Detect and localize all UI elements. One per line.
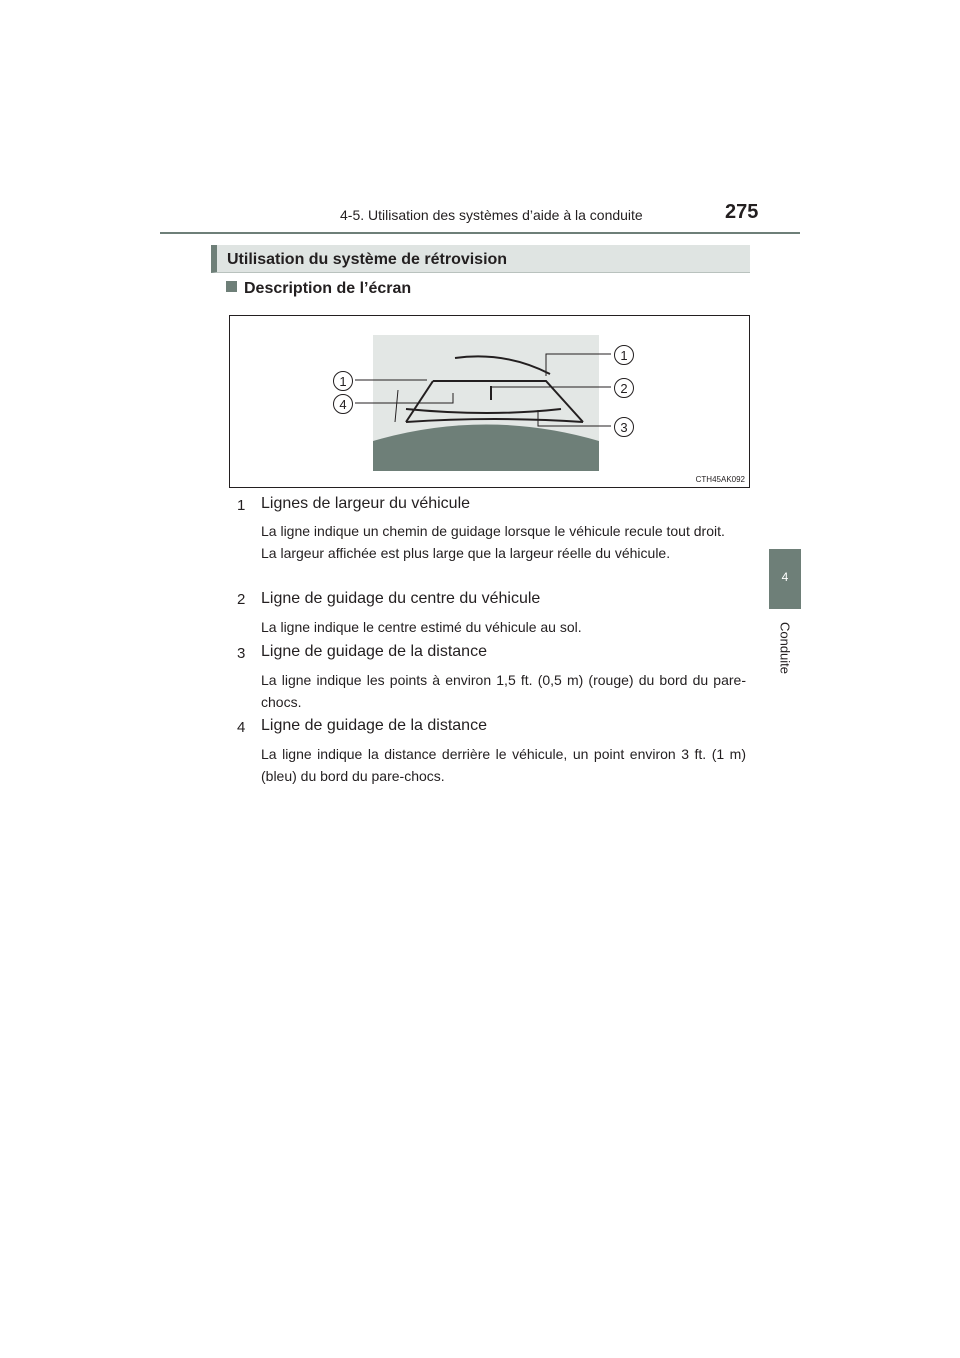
header-rule [160, 232, 800, 234]
page-number: 275 [725, 201, 759, 223]
page-header-title: 4-5. Utilisation des systèmes d’aide à la conduite [340, 207, 643, 223]
item-number-3: 3 [237, 645, 246, 662]
item-number-1: 1 [237, 497, 246, 514]
item-title-2: Ligne de guidage du centre du véhicule [261, 590, 541, 607]
callout-4 [334, 395, 353, 414]
item-title-1: Lignes de largeur du véhicule [261, 495, 471, 512]
section-heading-text: Utilisation du système de rétrovision [227, 251, 508, 268]
item-desc-1-para-2: La largeur affichée est plus large que la largeur réelle du véhicule. [261, 545, 671, 561]
callout-2 [615, 379, 634, 398]
callout-1-left [334, 372, 353, 391]
rear-view-screen-figure [229, 315, 750, 488]
callout-3 [615, 418, 634, 437]
square-bullet-icon [226, 281, 237, 292]
section-heading [211, 245, 750, 273]
item-desc-4 [261, 743, 746, 787]
chapter-tab-label: Conduite [777, 621, 793, 675]
item-number-2: 2 [237, 591, 246, 608]
callout-2-label: 2 [620, 381, 628, 396]
item-number-4: 4 [237, 719, 246, 736]
figure-code: CTH45AK092 [695, 475, 745, 484]
item-desc-3 [261, 669, 746, 713]
callout-1-right [615, 346, 634, 365]
subheading [226, 280, 411, 298]
subheading-text: Description de l’écran [244, 280, 412, 297]
item-desc-2 [261, 616, 746, 638]
callout-3-label: 3 [620, 420, 628, 435]
item-desc-4-para-1: La ligne indique la distance derrière le véhicule, un point environ 3 ft. (1 m) (bleu) du bord du pare-chocs. [261, 746, 746, 784]
callout-1-left-label: 1 [339, 374, 347, 389]
item-desc-3-para-1: La ligne indique les points à environ 1,5 ft. (0,5 m) (rouge) du bord du pare-chocs. [261, 672, 746, 710]
callout-1-right-label: 1 [620, 348, 628, 363]
item-desc-1 [261, 520, 746, 564]
item-title-3: Ligne de guidage de la distance [261, 643, 487, 660]
rear-view-diagram [230, 316, 751, 489]
item-desc-1-para-1: La ligne indique un chemin de guidage lorsque le véhicule recule tout droit. [261, 523, 725, 539]
item-title-4: Ligne de guidage de la distance [261, 717, 487, 734]
callout-4-label: 4 [339, 397, 347, 412]
chapter-tab-number: 4 [781, 570, 789, 584]
item-desc-2-para-1: La ligne indique le centre estimé du véhicule au sol. [261, 619, 582, 635]
